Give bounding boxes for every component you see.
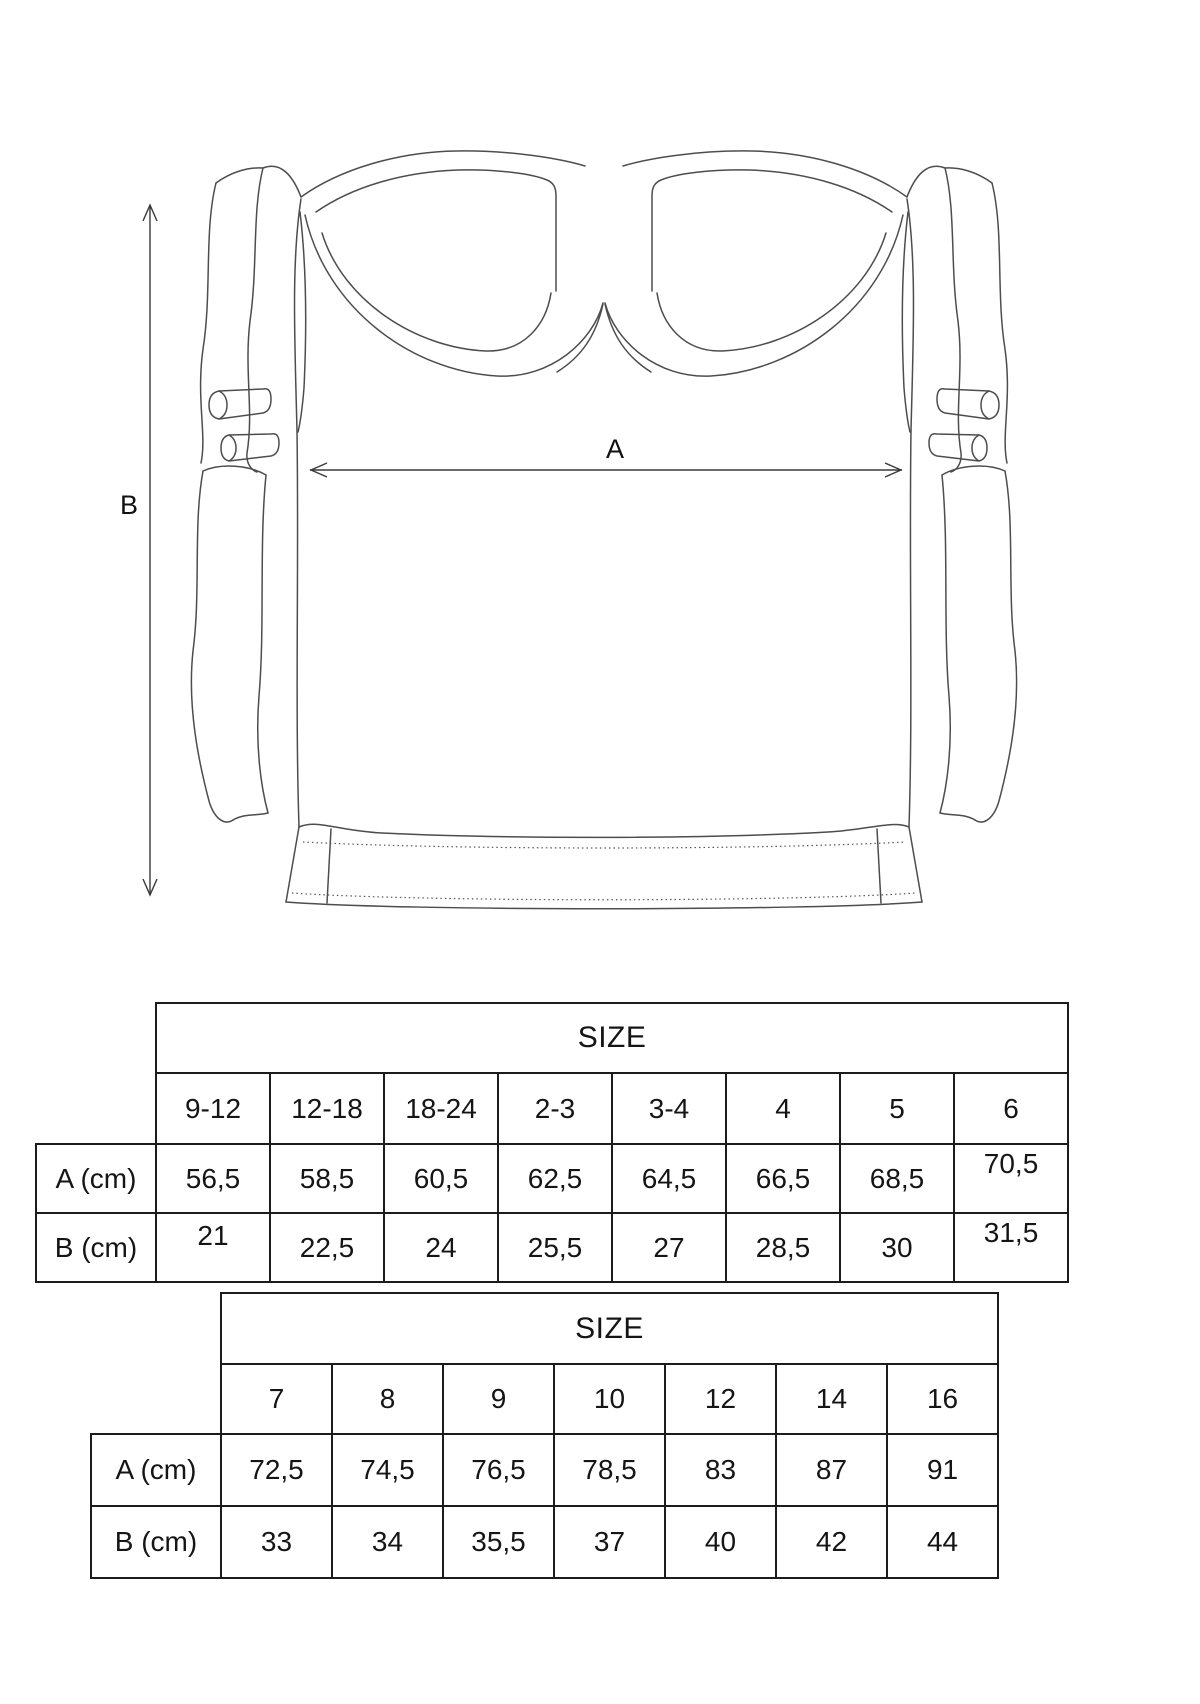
measurement-cell: 21 [156,1213,270,1282]
measurement-cell: 34 [332,1506,443,1578]
table1-spacer [36,1003,156,1144]
measurement-cell: 31,5 [954,1213,1068,1282]
table2-spacer [91,1293,221,1434]
hem-bottomstitch-line [292,893,916,900]
height-measurement-arrow [120,205,157,895]
table2-row-b [91,1506,998,1578]
size-col-header: 9-12 [156,1073,270,1144]
measurement-cell: 60,5 [384,1144,498,1213]
measurement-cell: 62,5 [498,1144,612,1213]
measurement-cell: 42 [776,1506,887,1578]
size-col-header: 8 [332,1364,443,1434]
size-col-header: 12-18 [270,1073,384,1144]
table2-size-row [91,1364,998,1434]
size-col-header: 3-4 [612,1073,726,1144]
row-label: A (cm) [36,1144,156,1213]
size-col-header: 4 [726,1073,840,1144]
measurement-cell: 64,5 [612,1144,726,1213]
table2-row-a [91,1434,998,1506]
row-label: A (cm) [91,1434,221,1506]
measurement-cell: 24 [384,1213,498,1282]
measurement-cell: 22,5 [270,1213,384,1282]
measurement-cell: 76,5 [443,1434,554,1506]
measurement-cell: 72,5 [221,1434,332,1506]
measurement-cell: 28,5 [726,1213,840,1282]
size-col-header: 6 [954,1073,1068,1144]
size-table-1 [35,1002,1069,1283]
measurement-cell: 40 [665,1506,776,1578]
measurement-cell: 78,5 [554,1434,665,1506]
row-label: B (cm) [91,1506,221,1578]
hem-band [286,824,922,908]
measurement-cell: 27 [612,1213,726,1282]
garment-left-half [191,151,603,903]
measurement-cell: 58,5 [270,1144,384,1213]
size-col-header: 18-24 [384,1073,498,1144]
measurement-cell: 91 [887,1434,998,1506]
measurement-cell: 83 [665,1434,776,1506]
measurement-cell: 87 [776,1434,887,1506]
measurement-cell: 35,5 [443,1506,554,1578]
measurement-cell: 30 [840,1213,954,1282]
width-measurement-arrow [310,434,902,477]
measurement-cell: 44 [887,1506,998,1578]
size-col-header: 14 [776,1364,887,1434]
table1-row-b [36,1213,1068,1282]
measurement-cell: 25,5 [498,1213,612,1282]
measurement-cell: 33 [221,1506,332,1578]
size-col-header: 2-3 [498,1073,612,1144]
table1-size-header: SIZE [156,1003,1068,1073]
measurement-cell: 56,5 [156,1144,270,1213]
table1-row-a [36,1144,1068,1213]
size-col-header: 16 [887,1364,998,1434]
measurement-cell: 37 [554,1506,665,1578]
size-table-2 [90,1292,999,1579]
table1-size-row [36,1073,1068,1144]
size-col-header: 9 [443,1364,554,1434]
row-label: B (cm) [36,1213,156,1282]
size-col-header: 12 [665,1364,776,1434]
table2-size-header: SIZE [221,1293,998,1364]
measurement-cell: 70,5 [954,1144,1068,1213]
measurement-cell: 66,5 [726,1144,840,1213]
size-col-header: 7 [221,1364,332,1434]
measurement-label-b: B [119,490,139,520]
measurement-cell: 68,5 [840,1144,954,1213]
measurement-label-a: A [605,434,625,464]
hem-topstitch-line [303,842,905,848]
size-col-header: 5 [840,1073,954,1144]
size-col-header: 10 [554,1364,665,1434]
measurement-cell: 74,5 [332,1434,443,1506]
